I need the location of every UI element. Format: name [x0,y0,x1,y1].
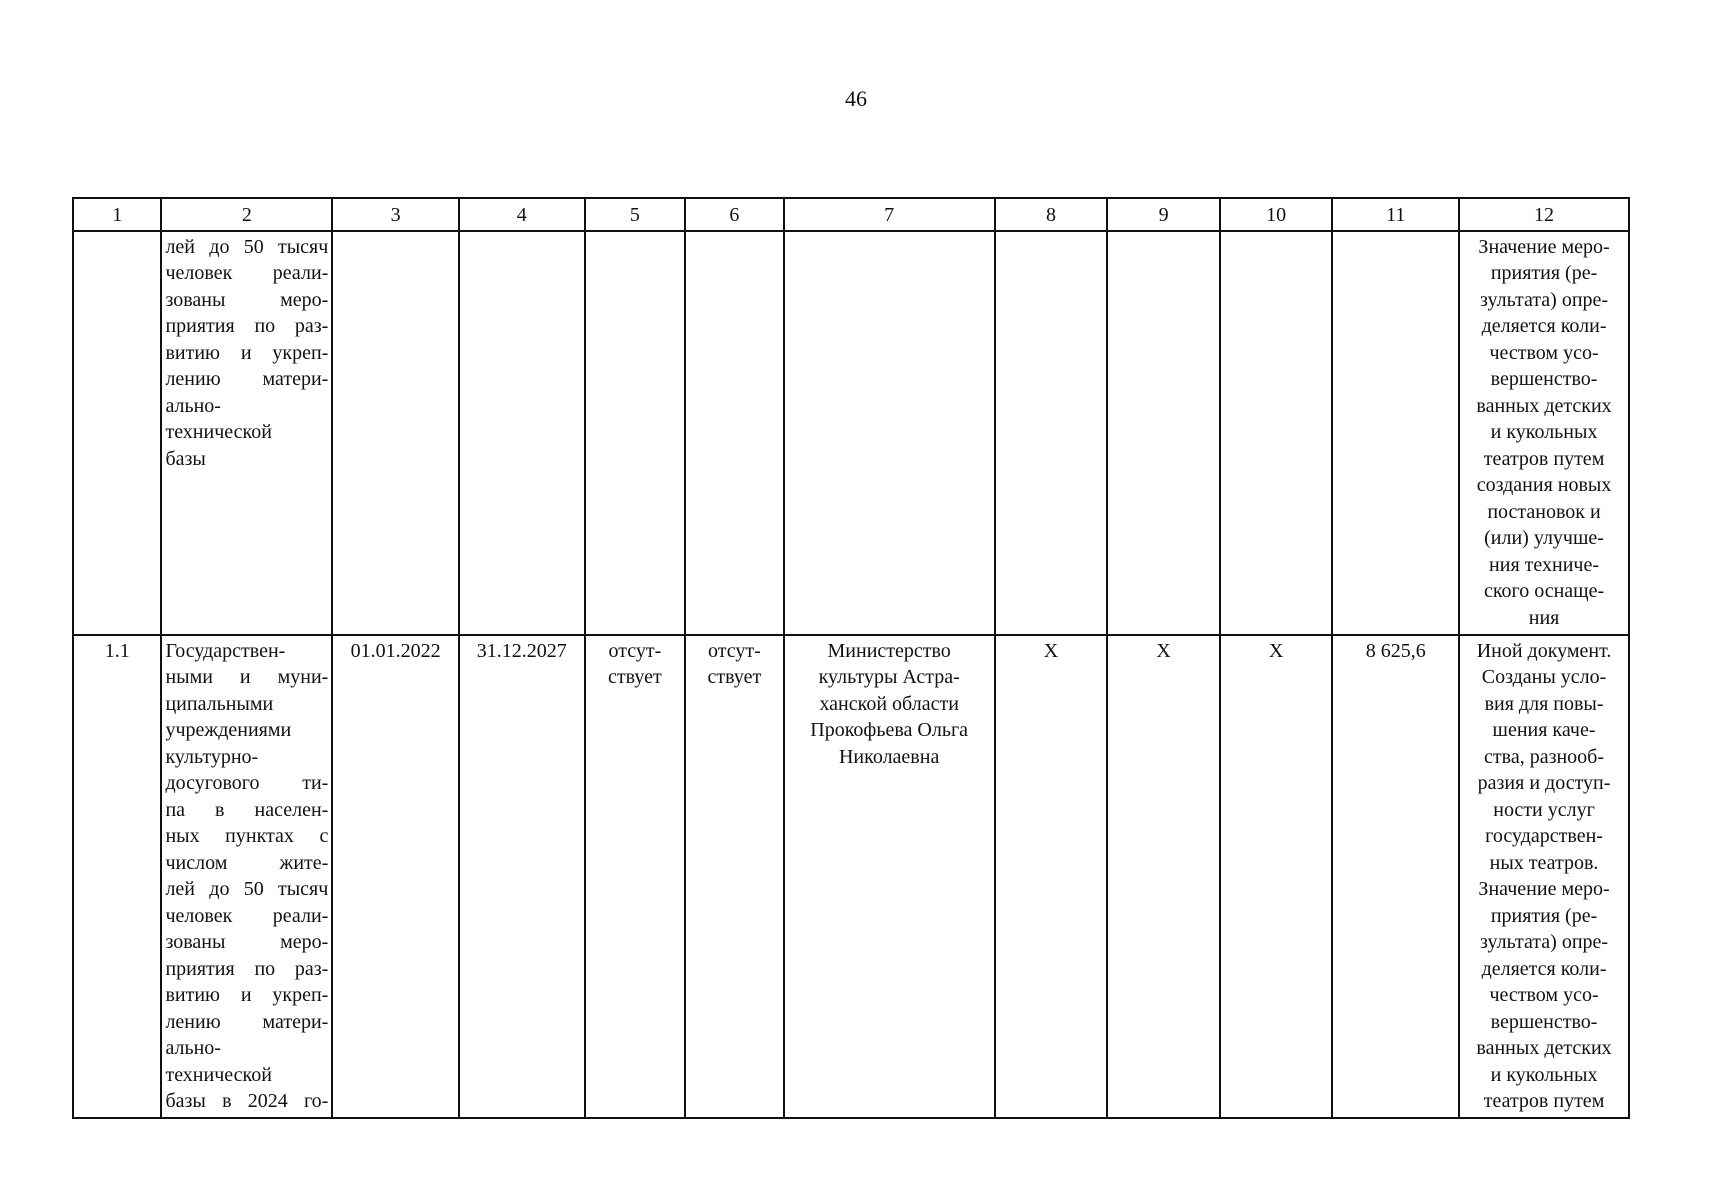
note-cell [1459,635,1629,1118]
row-number-cell [73,231,161,635]
col9-cell [1107,231,1220,635]
text-line: Созданы усло- [1481,666,1607,688]
text-line: ванных детских [1476,1037,1612,1059]
text-line: учреждениями [165,719,292,741]
text-line: зованы меро- [165,931,329,953]
text-line: ципальными [165,692,274,715]
text-line: разия и доступ- [1477,772,1611,794]
row-number-cell: 1.1 [73,635,161,1118]
text-line: витию и укреп- [165,341,329,364]
text-line: отсут- [608,639,662,662]
column-header: 5 [585,198,686,231]
col6-cell [685,635,784,1118]
text-line: постановок и [1487,500,1601,523]
end-date-cell: 31.12.2027 [459,635,585,1118]
measures-table [72,197,1630,1119]
text-line: вия для повы- [1484,692,1604,715]
table-row [73,635,1629,1118]
text-line: человек реали- [165,904,329,927]
text-line: лей до 50 тысяч [165,878,329,900]
text-line: технической [165,1063,272,1086]
text-line: создания новых [1476,474,1612,496]
measure-name-cell [161,231,332,635]
text-line: чеством усо- [1489,341,1599,364]
text-line: базы в 2024 го- [165,1090,329,1112]
text-line: Государствен- [165,639,286,662]
text-line: ально- [165,394,221,417]
end-date-cell [459,231,585,635]
text-line: приятия (ре- [1490,262,1598,284]
text-line: ния [1528,606,1560,629]
start-date-cell [332,231,459,635]
column-header: 3 [332,198,459,231]
text-line: ствует [608,666,662,688]
column-header: 2 [161,198,332,231]
column-header: 12 [1459,198,1629,231]
text-line: Прокофьева Ольга [810,719,969,741]
col9-cell: X [1107,635,1220,1118]
text-line: технической [165,421,272,443]
text-line: ства, разнооб- [1484,745,1605,768]
text-line: ально- [165,1037,221,1059]
col6-cell [685,231,784,635]
text-line: Значение меро- [1478,235,1610,258]
text-line: культуры Астра- [818,666,960,688]
text-line: культурно- [165,745,259,768]
text-line: театров путем [1483,1090,1605,1112]
text-line: (или) улучше- [1484,527,1604,549]
text-line: па в населен- [165,798,329,821]
column-header: 4 [459,198,585,231]
col10-cell [1220,231,1333,635]
col5-cell [585,231,686,635]
text-line: отсут- [708,639,761,662]
text-line: и кукольных [1490,1063,1598,1086]
text-line: ности услуг [1493,798,1595,821]
column-header: 10 [1220,198,1333,231]
text-line: приятия (ре- [1490,904,1598,927]
column-header: 7 [784,198,995,231]
text-line: витию и укреп- [165,984,329,1006]
text-line: Значение меро- [1478,878,1610,900]
text-line: вершенство- [1490,368,1598,390]
text-line: Иной документ. [1476,639,1612,662]
text-line: ными и муни- [165,666,329,688]
start-date-cell: 01.01.2022 [332,635,459,1118]
text-line: досугового ти- [165,772,329,794]
text-line: приятия по раз- [165,315,329,337]
text-line: базы [165,447,206,470]
text-line: чеством усо- [1489,984,1599,1006]
text-line: ных пунктах с [165,825,329,847]
text-line: ствует [707,666,762,688]
page-number: 46 [845,86,867,111]
text-line: лению матери- [165,1010,329,1033]
text-line: приятия по раз- [165,957,329,980]
col8-cell [995,231,1108,635]
col5-cell [585,635,686,1118]
text-line: числом жите- [165,851,329,874]
col8-cell: X [995,635,1108,1118]
text-line: зультата) опре- [1480,288,1609,311]
text-line: ханской области [819,692,959,715]
text-line: зультата) опре- [1480,931,1609,953]
amount-cell [1332,231,1459,635]
column-header: 8 [995,198,1108,231]
col10-cell: X [1220,635,1333,1118]
text-line: Николаевна [838,745,940,768]
amount-cell: 8 625,6 [1332,635,1459,1118]
text-line: государствен- [1485,825,1603,847]
text-line: ванных детских [1476,394,1612,417]
column-number-row [73,198,1629,231]
text-line: ния техниче- [1489,553,1600,576]
text-line: и кукольных [1490,421,1598,443]
text-line: шения каче- [1492,719,1596,741]
text-line: человек реали- [165,262,329,284]
text-line: Министерство [827,639,951,662]
column-header: 11 [1332,198,1459,231]
text-line: ных театров. [1489,851,1599,874]
text-line: театров путем [1483,447,1605,470]
text-line: лей до 50 тысяч [165,235,329,258]
responsible-cell [784,231,995,635]
column-header: 6 [685,198,784,231]
measure-name-cell [161,635,332,1118]
text-line: деляется коли- [1481,957,1607,980]
responsible-cell [784,635,995,1118]
text-line: вершенство- [1490,1010,1598,1033]
column-header: 9 [1107,198,1220,231]
table-row [73,231,1629,635]
text-line: ского оснаще- [1483,580,1605,602]
column-header: 1 [73,198,161,231]
text-line: зованы меро- [165,288,329,311]
note-cell [1459,231,1629,635]
text-line: лению матери- [165,368,329,390]
text-line: деляется коли- [1481,315,1607,337]
